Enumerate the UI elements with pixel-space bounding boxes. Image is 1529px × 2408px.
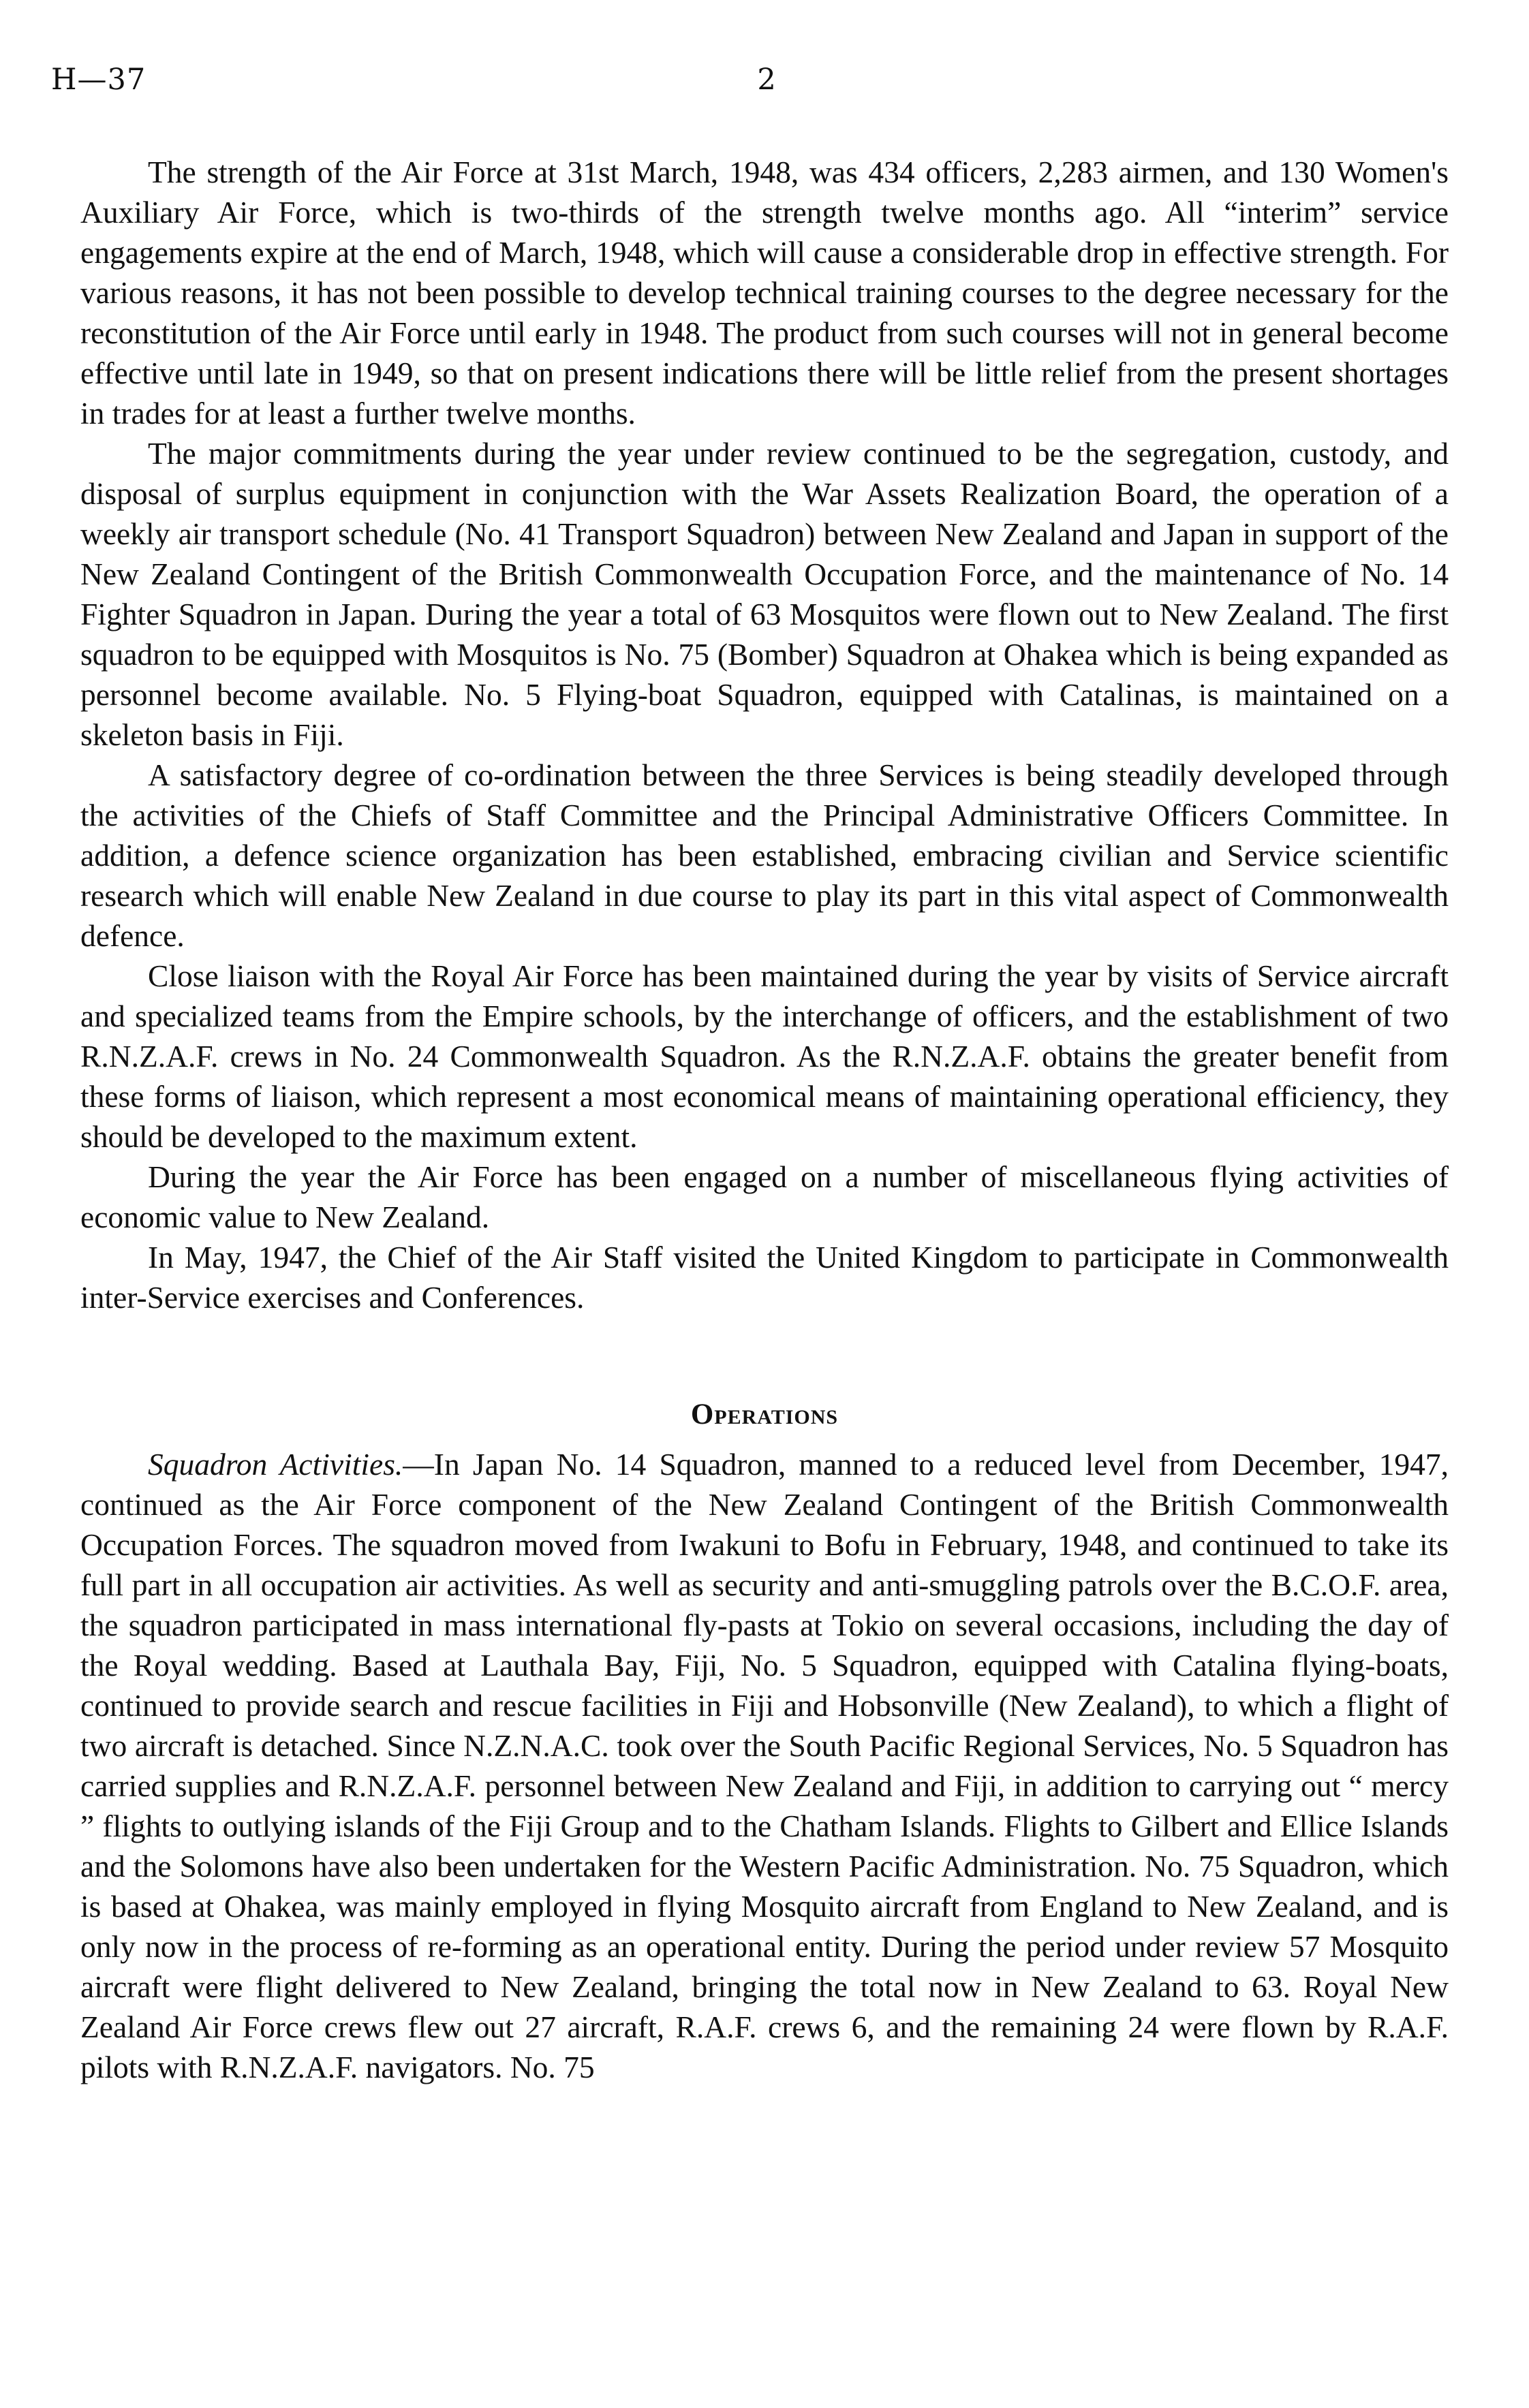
paragraph-chief-visit: In May, 1947, the Chief of the Air Staff visited the United Kingdom to participate in Commonwealth inter-Service exercises and Conferences. (80, 1240, 1449, 1315)
page-header (0, 63, 1529, 117)
page-number: 2 (757, 63, 776, 97)
paragraph-liaison: Close liaison with the Royal Air Force has been maintained during the year by visits of Service aircraft and specialized teams from the Empire schools, by the interchange of officers, and the establishment of two R.N.Z.A.F. crews in No. 24 Commonwealth Squadron. As the R.N.Z.A.F. obtains the greater benefit from these forms of liaison, which represent a most economical means of maintaining operational efficiency, they should be developed to the maximum extent. (80, 958, 1449, 1154)
page-reference: H—37 (51, 63, 146, 97)
squadron-activities-text: —In Japan No. 14 Squadron, manned to a reduced level from December, 1947, continued as the Air Force component of the New Zealand Contingent of the British Commonwealth Occupation Forces. The squadron moved from Iwakuni to Bofu in February, 1948, and continued to take its full part in all occupation air activities. As well as security and anti-smuggling patrols over the B.C.O.F. area, the squadron participated in mass international fly-pasts at Tokio on several occasions, including the day of the Royal wedding. Based at Lauthala Bay, Fiji, No. 5 Squadron, equipped with Catalina flying-boats, continued to provide search and rescue facilities in Fiji and Hobsonville (New Zealand), to which a flight of two aircraft is detached. Since N.Z.N.A.C. took over the South Pacific Regional Services, No. 5 Squadron has carried supplies and R.N.Z.A.F. personnel between New Zealand and Fiji, in addition to carrying out “ mercy ” flights to outlying islands of the Fiji Group and to the Chatham Islands. Flights to Gilbert and Ellice Islands and the Solomons have also been undertaken for the Western Pacific Administration. No. 75 Squadron, which is based at Ohakea, was mainly employed in flying Mosquito aircraft from England to New Zealand, and is only now in the process of re-forming as an operational entity. During the period under review 57 Mosquito aircraft were flight delivered to New Zealand, bringing the total now in New Zealand to 63. Royal New Zealand Air Force crews flew out 27 aircraft, R.A.F. crews 6, and the remaining 24 were flown by R.A.F. pilots with R.N.Z.A.F. navigators. No. 75 (80, 1447, 1449, 2084)
paragraph-squadron-activities (80, 1444, 1449, 2087)
paragraph-strength: The strength of the Air Force at 31st March, 1948, was 434 officers, 2,283 airmen, and 130 Women's Auxiliary Air Force, which is two-thirds of the strength twelve months ago. All “interim” service engagements expire at the end of March, 1948, which will cause a considerable drop in effective strength. For various reasons, it has not been possible to develop technical training courses to the degree necessary for the reconstitution of the Air Force until early in 1948. The product from such courses will not in general become effective until late in 1949, so that on present indications there will be little relief from the present shortages in trades for at least a further twelve months. (80, 155, 1449, 431)
paragraph-coordination: A satisfactory degree of co-ordination between the three Services is being steadily developed through the activities of the Chiefs of Staff Committee and the Principal Administrative Officers Committee. In addition, a defence science organization has been established, embracing civilian and Service scientific research which will enable New Zealand in due course to play its part in this vital aspect of Commonwealth defence. (80, 757, 1449, 953)
paragraph-commitments: The major commitments during the year under review continued to be the segregation, custody, and disposal of surplus equipment in conjunction with the War Assets Realization Board, the operation of a weekly air transport schedule (No. 41 Transport Squadron) between New Zealand and Japan in support of the New Zealand Contingent of the British Commonwealth Occupation Force, and the maintenance of No. 14 Fighter Squadron in Japan. During the year a total of 63 Mosquitos were flown out to New Zealand. The first squadron to be equipped with Mosquitos is No. 75 (Bomber) Squadron at Ohakea which is being expanded as personnel become available. No. 5 Flying-boat Squadron, equipped with Catalinas, is maintained on a skeleton basis in Fiji. (80, 436, 1449, 752)
paragraph-miscellaneous: During the year the Air Force has been engaged on a number of miscellaneous flying activities of economic value to New Zealand. (80, 1159, 1449, 1234)
run-in-heading: Squadron Activities. (148, 1447, 403, 1482)
section-heading-operations: Operations (690, 1398, 839, 1430)
document-body (80, 152, 1449, 2087)
